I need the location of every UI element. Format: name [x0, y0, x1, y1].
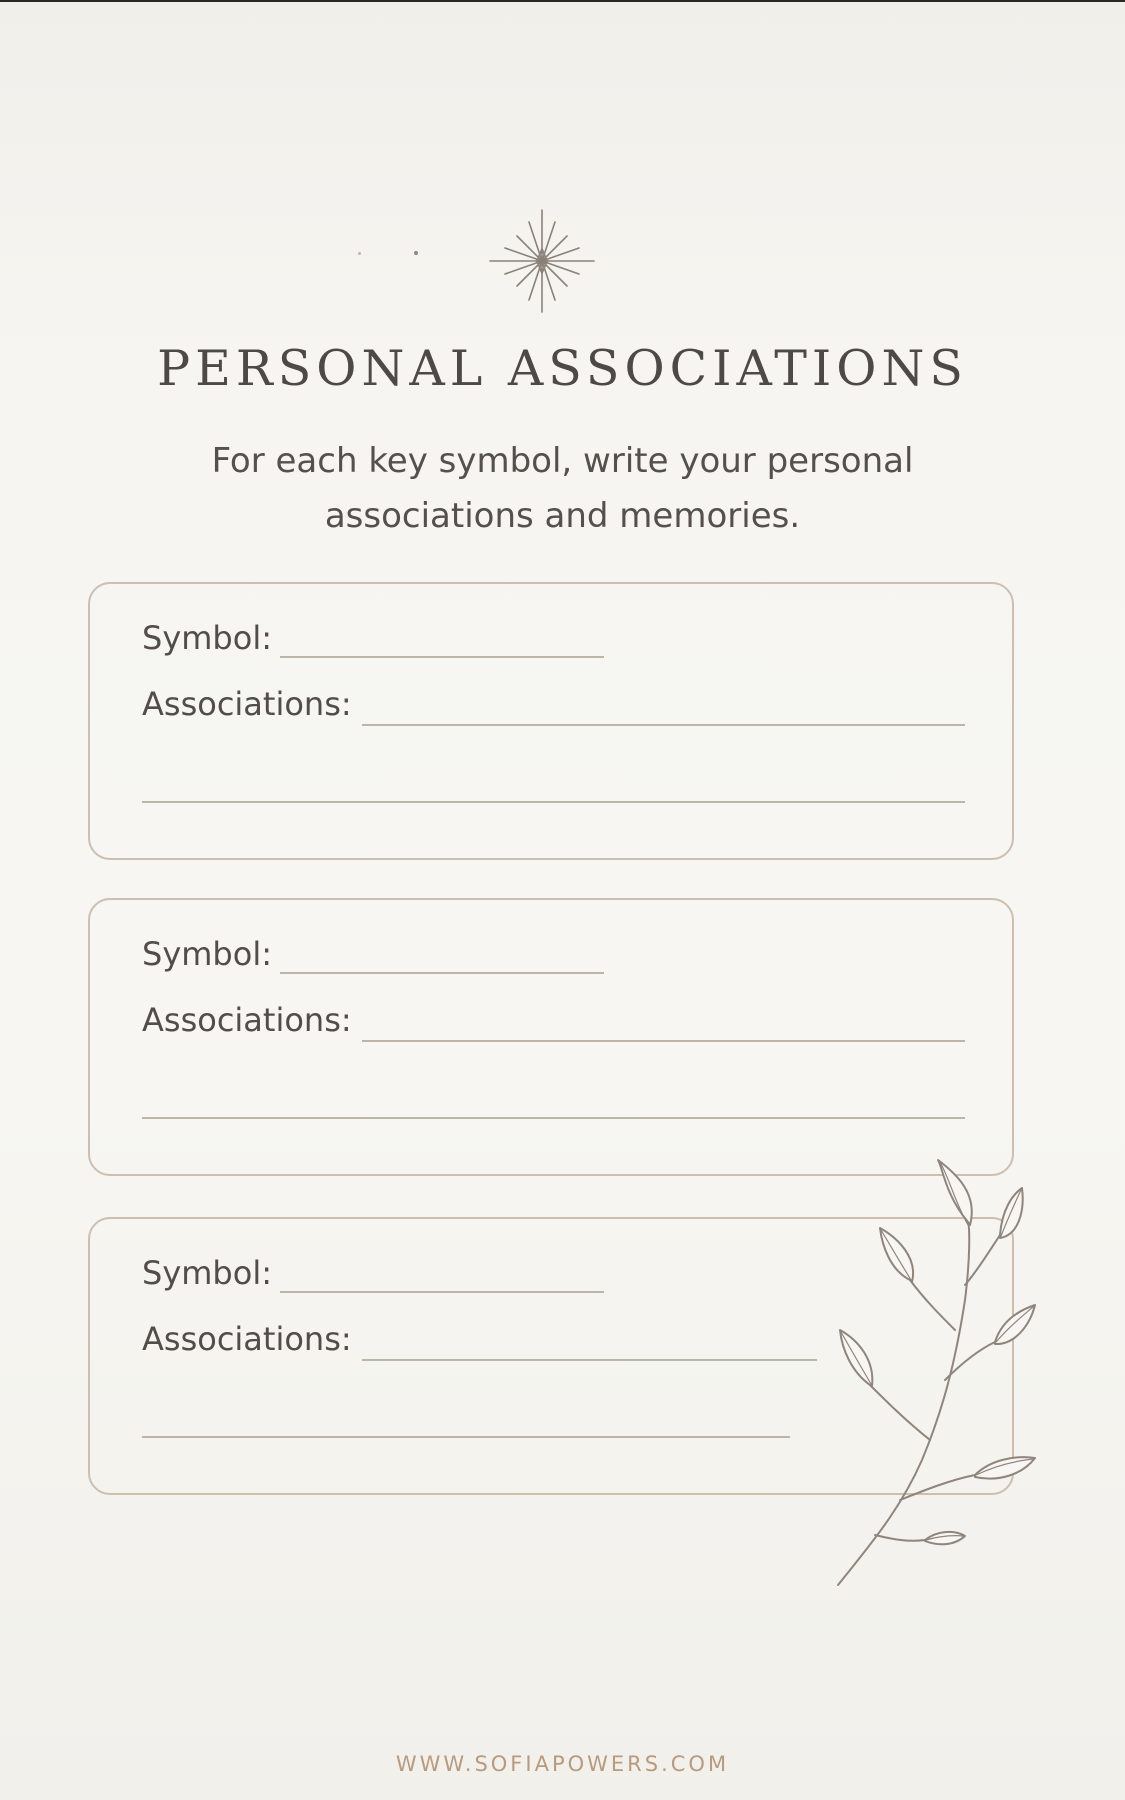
association-card-2 [88, 898, 1014, 1176]
page-subtitle: For each key symbol, write your personal associations and memories. [211, 441, 914, 536]
associations-label: Associations: [142, 1320, 352, 1358]
dot-decoration [414, 251, 418, 255]
associations-input-line[interactable] [362, 724, 965, 726]
associations-label: Associations: [142, 1001, 352, 1039]
page-title: PERSONAL ASSOCIATIONS [157, 340, 968, 397]
footer-website[interactable]: WWW.SOFIAPOWERS.COM [395, 1752, 730, 1776]
symbol-label: Symbol: [142, 935, 272, 973]
associations-continuation-line[interactable] [142, 1117, 965, 1119]
symbol-label: Symbol: [142, 1254, 272, 1292]
associations-label: Associations: [142, 685, 352, 723]
associations-continuation-line[interactable] [142, 801, 965, 803]
associations-input-line[interactable] [362, 1040, 965, 1042]
sparkle-star-icon [487, 208, 597, 314]
associations-input-line[interactable] [362, 1359, 817, 1361]
dot-decoration [358, 252, 361, 255]
symbol-label: Symbol: [142, 619, 272, 657]
leafy-branch-icon [830, 1150, 1060, 1590]
symbol-input-line[interactable] [280, 656, 604, 658]
associations-continuation-line[interactable] [142, 1436, 790, 1438]
symbol-input-line[interactable] [280, 972, 604, 974]
symbol-input-line[interactable] [280, 1291, 604, 1293]
association-card-1 [88, 582, 1014, 860]
top-edge-line [0, 0, 1125, 2]
